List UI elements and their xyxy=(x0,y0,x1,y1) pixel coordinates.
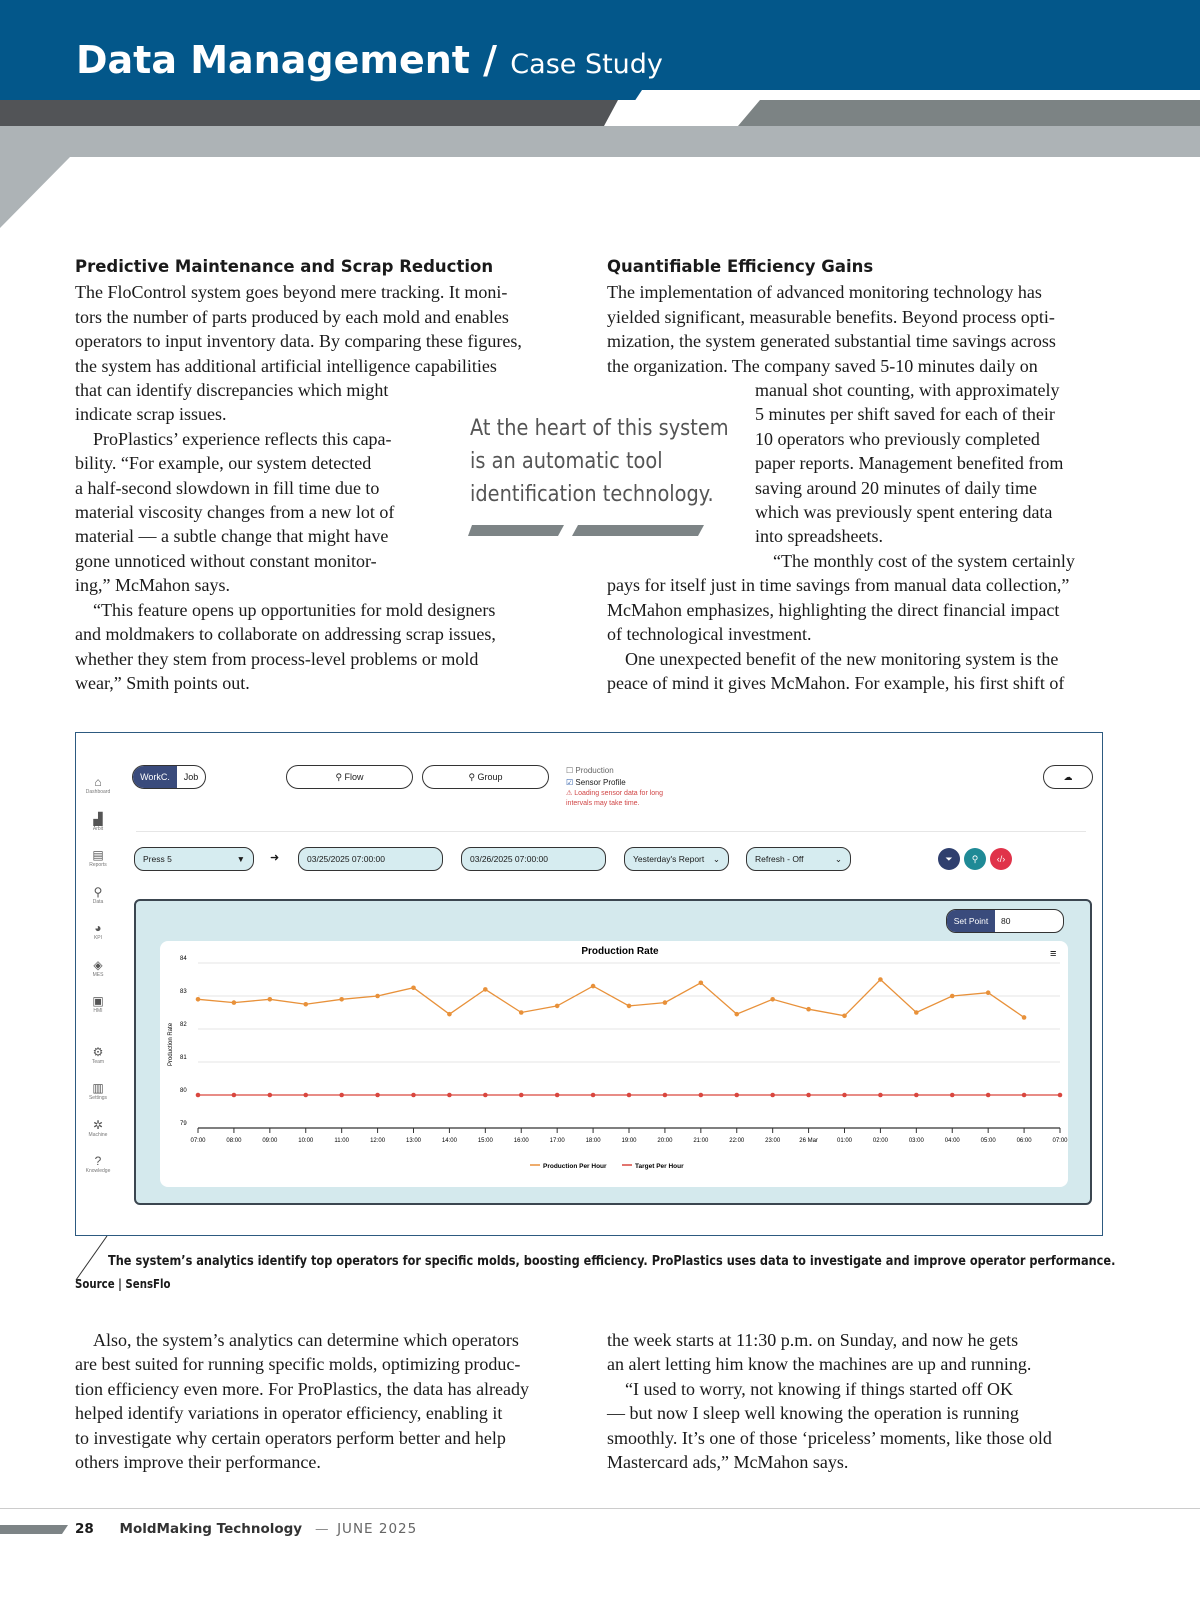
data-point[interactable] xyxy=(770,1093,775,1098)
menu-icon[interactable]: ≡ xyxy=(1050,948,1057,960)
flow-button[interactable]: ⚲ Flow xyxy=(286,765,413,789)
y-tick-label: 82 xyxy=(180,1022,187,1028)
data-point[interactable] xyxy=(339,997,344,1002)
x-tick-label: 15:00 xyxy=(477,1138,493,1144)
data-point[interactable] xyxy=(627,1004,632,1009)
x-tick-label: 21:00 xyxy=(693,1138,709,1144)
group-button[interactable]: ⚲ Group xyxy=(422,765,549,789)
cloud-icon: ☁ xyxy=(1063,771,1073,782)
sensor-profile-checkbox[interactable]: ☑ Sensor Profile xyxy=(566,778,626,787)
text-line: the week starts at 11:30 p.m. on Sunday, and now he gets xyxy=(607,1330,1019,1350)
text-line: — but now I sleep well knowing the operation is running xyxy=(607,1403,1019,1424)
x-tick-label: 07:00 xyxy=(1052,1138,1068,1144)
data-icon: ⚲ xyxy=(93,884,103,899)
right-heading: Quantifiable Efficiency Gains xyxy=(607,257,874,276)
sidebar-item-dashboard[interactable]: ⌂ Dashboard xyxy=(82,775,114,795)
bottom-right-column xyxy=(607,1328,1107,1474)
text-line: wear,” Smith points out. xyxy=(75,672,250,693)
text-line: tion efficiency even more. For ProPlastics, the data has already xyxy=(75,1378,530,1399)
production-checkbox[interactable]: ☐ Production xyxy=(566,766,614,775)
cloud-button[interactable] xyxy=(1043,765,1093,789)
data-point[interactable] xyxy=(519,1093,524,1098)
data-point[interactable] xyxy=(303,1002,308,1007)
data-point[interactable] xyxy=(878,977,883,982)
x-tick-label: 03:00 xyxy=(908,1138,924,1144)
sidebar-item-kpi[interactable]: ◕ KPI xyxy=(82,921,114,941)
text-line: The FloControl system goes beyond mere tracking. It moni- xyxy=(75,282,508,303)
data-point[interactable] xyxy=(627,1093,632,1098)
figure-caption: The system’s analytics identify top operators for specific molds, boosting efficiency. ProPlastics uses data to investigate and improve operator performance. xyxy=(108,1253,1116,1269)
search-icon: ⚲ xyxy=(468,771,478,782)
x-tick-label: 06:00 xyxy=(1016,1138,1032,1144)
text-line: into spreadsheets. xyxy=(755,526,883,547)
text-line: indicate scrap issues. xyxy=(75,404,227,425)
search-button[interactable] xyxy=(964,848,986,870)
sidebar-item-machine[interactable]: ✲ Machine xyxy=(82,1118,114,1138)
sidebar-item-arbit[interactable]: ▟ Arbit xyxy=(82,812,114,832)
toggle-job[interactable]: Job xyxy=(183,772,199,782)
arbit-icon: ▟ xyxy=(93,811,103,826)
data-point[interactable] xyxy=(483,1093,488,1098)
search-icon: ⚲ xyxy=(335,771,345,782)
pull-quote: At the heart of this system is an automatic tool identification technology. xyxy=(470,416,729,507)
x-tick-label: 16:00 xyxy=(513,1138,529,1144)
data-point[interactable] xyxy=(770,997,775,1002)
bottom-left-column xyxy=(75,1328,575,1474)
data-point[interactable] xyxy=(914,1093,919,1098)
data-point[interactable] xyxy=(447,1012,452,1017)
x-tick-label: 10:00 xyxy=(298,1138,314,1144)
x-tick-label: 22:00 xyxy=(729,1138,745,1144)
data-point[interactable] xyxy=(878,1093,883,1098)
data-point[interactable] xyxy=(339,1093,344,1098)
data-point[interactable] xyxy=(303,1093,308,1098)
y-tick-label: 79 xyxy=(180,1121,187,1127)
report-select[interactable]: Yesterday's Report ⌄ xyxy=(624,847,729,871)
text-line: ing,” McMahon says. xyxy=(75,575,230,596)
data-point[interactable] xyxy=(699,1093,704,1098)
text-line: of technological investment. xyxy=(607,624,812,645)
left-heading: Predictive Maintenance and Scrap Reduction xyxy=(75,257,494,276)
hmi-icon: ▣ xyxy=(92,994,104,1008)
text-line: bility. “For example, our system detected xyxy=(75,453,372,474)
text-line: mization, the system generated substantial time savings across xyxy=(607,331,1056,352)
data-point[interactable] xyxy=(663,1000,668,1005)
data-point[interactable] xyxy=(555,1004,560,1009)
data-point[interactable] xyxy=(734,1093,739,1098)
sidebar-item-knowledge[interactable]: ? Knowledge xyxy=(82,1154,114,1174)
chart-card xyxy=(160,941,1068,1187)
search-icon: ⚲ xyxy=(971,853,979,864)
text-line: the system has additional artificial intelligence capabilities xyxy=(75,355,497,376)
workcenter-job-toggle[interactable] xyxy=(132,765,206,789)
data-point[interactable] xyxy=(950,994,955,999)
mes-icon: ◈ xyxy=(93,957,103,972)
text-line: The implementation of advanced monitoring technology has xyxy=(607,282,1042,303)
data-point[interactable] xyxy=(196,997,201,1002)
x-tick-label: 09:00 xyxy=(262,1138,278,1144)
chart-panel xyxy=(134,899,1092,1205)
x-tick-label: 18:00 xyxy=(585,1138,601,1144)
section-title: Data Management / Case Study xyxy=(76,38,663,82)
machine-icon: ✲ xyxy=(92,1117,104,1132)
settings-icon: ▥ xyxy=(92,1081,104,1095)
text-line: “I used to worry, not knowing if things started off OK xyxy=(607,1378,1013,1399)
data-point[interactable] xyxy=(268,997,273,1002)
data-point[interactable] xyxy=(663,1093,668,1098)
x-tick-label: 14:00 xyxy=(441,1138,457,1144)
text-line: Mastercard ads,” McMahon says. xyxy=(607,1452,849,1473)
data-point[interactable] xyxy=(842,1093,847,1098)
x-tick-label: 12:00 xyxy=(370,1138,386,1144)
text-line: a half-second slowdown in fill time due to xyxy=(75,477,380,498)
header-decoration xyxy=(0,0,1200,240)
chevron-down-icon: ⌄ xyxy=(834,853,842,864)
text-line: saving around 20 minutes of daily time xyxy=(755,477,1037,498)
sidebar-item-team[interactable]: ⚙ Team xyxy=(82,1045,114,1065)
warning-text: ⚠ Loading sensor data for long intervals may take time. xyxy=(566,790,663,807)
data-point[interactable] xyxy=(411,1093,416,1098)
right-column xyxy=(607,255,1107,695)
kpi-icon: ◕ xyxy=(94,921,102,935)
data-point[interactable] xyxy=(986,1093,991,1098)
data-point[interactable] xyxy=(375,1093,380,1098)
text-line: and moldmakers to collaborate on addressing scrap issues, xyxy=(75,624,496,645)
data-point[interactable] xyxy=(734,1012,739,1017)
text-line: material — a subtle change that might have xyxy=(75,526,389,547)
text-line: gone unnoticed without constant monitor- xyxy=(75,550,377,571)
y-tick-label: 80 xyxy=(180,1088,187,1094)
text-line: that can identify discrepancies which might xyxy=(75,380,389,401)
data-point[interactable] xyxy=(375,994,380,999)
sidebar-item-hmi[interactable]: ▣ HMI xyxy=(82,994,114,1014)
code-icon: ‹/› xyxy=(996,854,1006,864)
text-line: paper reports. Management benefited from xyxy=(755,453,1064,474)
team-icon: ⚙ xyxy=(92,1044,104,1059)
text-line: the organization. The company saved 5-10 minutes daily on xyxy=(607,355,1038,376)
y-tick-label: 83 xyxy=(180,989,187,995)
chevron-down-icon: ⌄ xyxy=(712,853,720,864)
data-point[interactable] xyxy=(196,1093,201,1098)
end-date-input[interactable]: 03/26/2025 07:00:00 xyxy=(461,847,606,871)
knowledge-icon: ? xyxy=(94,1154,102,1168)
x-tick-label: 13:00 xyxy=(405,1138,422,1144)
data-point[interactable] xyxy=(986,990,991,995)
text-line: to investigate why certain operators perform better and help xyxy=(75,1427,506,1448)
text-line: 5 minutes per shift saved for each of their xyxy=(755,404,1055,425)
caret-down-icon: ▼ xyxy=(236,854,245,864)
data-point[interactable] xyxy=(483,987,488,992)
text-line: whether they stem from process-level problems or mold xyxy=(75,648,479,669)
data-point[interactable] xyxy=(268,1093,273,1098)
x-tick-label: 17:00 xyxy=(549,1138,565,1144)
data-point[interactable] xyxy=(232,1093,237,1098)
x-tick-label: 20:00 xyxy=(657,1138,673,1144)
magazine-name: MoldMaking Technology xyxy=(119,1521,303,1537)
x-tick-label: 26 Mar xyxy=(799,1138,818,1144)
x-tick-label: 04:00 xyxy=(944,1138,960,1144)
text-line: manual shot counting, with approximately xyxy=(755,380,1060,401)
app-screenshot xyxy=(75,732,1103,1236)
text-line: “The monthly cost of the system certainly xyxy=(755,550,1075,571)
data-point[interactable] xyxy=(519,1010,524,1015)
text-line: Also, the system’s analytics can determine which operators xyxy=(75,1330,519,1350)
x-tick-label: 02:00 xyxy=(872,1138,888,1144)
page-number: 28 xyxy=(75,1521,94,1537)
data-point[interactable] xyxy=(950,1093,955,1098)
data-point[interactable] xyxy=(555,1093,560,1098)
data-point[interactable] xyxy=(1058,1093,1063,1098)
text-line: tors the number of parts produced by each mold and enables xyxy=(75,306,509,327)
data-point[interactable] xyxy=(1022,1093,1027,1098)
text-line: an alert letting him know the machines are up and running. xyxy=(607,1354,1032,1375)
data-point[interactable] xyxy=(591,1093,596,1098)
legend-item[interactable]: Target Per Hour xyxy=(635,1163,684,1170)
footer-bar xyxy=(0,1525,70,1535)
data-point[interactable] xyxy=(699,981,704,986)
start-date-input[interactable]: 03/25/2025 07:00:00 xyxy=(298,847,443,871)
x-tick-label: 01:00 xyxy=(836,1138,853,1144)
toggle-workcenter[interactable]: WorkC. xyxy=(133,766,177,788)
filter-icon: ⏷ xyxy=(945,853,953,864)
data-point[interactable] xyxy=(806,1007,811,1012)
y-tick-label: 81 xyxy=(180,1055,187,1061)
sidebar-item-data[interactable]: ⚲ Data xyxy=(82,885,114,905)
data-point[interactable] xyxy=(447,1093,452,1098)
legend-item[interactable]: Production Per Hour xyxy=(543,1163,607,1170)
dashboard-icon: ⌂ xyxy=(94,775,102,789)
filter-button[interactable] xyxy=(938,848,960,870)
text-line: helped identify variations in operator efficiency, enabling it xyxy=(75,1403,503,1424)
text-line: One unexpected benefit of the new monitoring system is the xyxy=(607,648,1059,669)
text-line: others improve their performance. xyxy=(75,1452,321,1473)
arrow-right-icon: ➜ xyxy=(270,852,280,864)
code-button[interactable] xyxy=(990,848,1012,870)
x-tick-label: 08:00 xyxy=(226,1138,242,1144)
data-point[interactable] xyxy=(1022,1015,1027,1020)
data-options xyxy=(566,765,663,809)
text-line: McMahon emphasizes, highlighting the direct financial impact xyxy=(607,599,1060,620)
footer-rule xyxy=(0,1508,1200,1509)
text-line: material viscosity changes from a new lot of xyxy=(75,502,395,523)
x-tick-label: 05:00 xyxy=(980,1138,996,1144)
footer: 28 MoldMaking Technology — JUNE 2025 xyxy=(75,1521,418,1537)
text-line: which was previously spent entering data xyxy=(755,502,1053,523)
x-tick-label: 11:00 xyxy=(334,1138,349,1144)
text-line: ProPlastics’ experience reflects this capa- xyxy=(75,428,392,449)
text-line: are best suited for running specific molds, optimizing produc- xyxy=(75,1354,521,1375)
production-rate-chart xyxy=(160,941,1068,1187)
text-line: yielded significant, measurable benefits. Beyond process opti- xyxy=(607,306,1055,327)
reports-icon: ▤ xyxy=(92,848,104,862)
data-point[interactable] xyxy=(591,984,596,989)
text-line: pays for itself just in time savings from manual data collection,” xyxy=(607,575,1070,596)
text-line: peace of mind it gives McMahon. For example, his first shift of xyxy=(607,672,1065,693)
refresh-select[interactable]: Refresh - Off ⌄ xyxy=(746,847,851,871)
x-tick-label: 23:00 xyxy=(765,1138,781,1144)
data-point[interactable] xyxy=(842,1014,847,1019)
sidebar-item-mes[interactable]: ◈ MES xyxy=(82,958,114,978)
data-point[interactable] xyxy=(411,985,416,990)
y-axis-label: Production Rate xyxy=(168,1022,174,1066)
series-line-0 xyxy=(198,980,1024,1018)
press-select[interactable]: Press 5 ▼ xyxy=(134,847,254,871)
sidebar-item-reports[interactable]: ▤ Reports xyxy=(82,848,114,868)
set-point-input[interactable]: Set Point 80 xyxy=(946,909,1064,933)
divider xyxy=(136,831,1086,832)
issue-date: JUNE 2025 xyxy=(337,1521,418,1537)
text-line: operators to input inventory data. By comparing these figures, xyxy=(75,331,522,352)
sidebar-item-settings[interactable]: ▥ Settings xyxy=(82,1081,114,1101)
data-point[interactable] xyxy=(806,1093,811,1098)
data-point[interactable] xyxy=(232,1000,237,1005)
chart-title: Production Rate xyxy=(581,946,659,957)
x-tick-label: 07:00 xyxy=(190,1138,206,1144)
figure-source: Source | SensFlo xyxy=(75,1277,171,1291)
y-tick-label: 84 xyxy=(180,956,187,962)
x-tick-label: 19:00 xyxy=(621,1138,637,1144)
text-line: smoothly. It’s one of those ‘priceless’ moments, like those old xyxy=(607,1427,1052,1448)
caption-rule xyxy=(75,1236,109,1282)
text-line: 10 operators who previously completed xyxy=(755,428,1040,449)
text-line: “This feature opens up opportunities for mold designers xyxy=(75,599,496,620)
data-point[interactable] xyxy=(914,1010,919,1015)
